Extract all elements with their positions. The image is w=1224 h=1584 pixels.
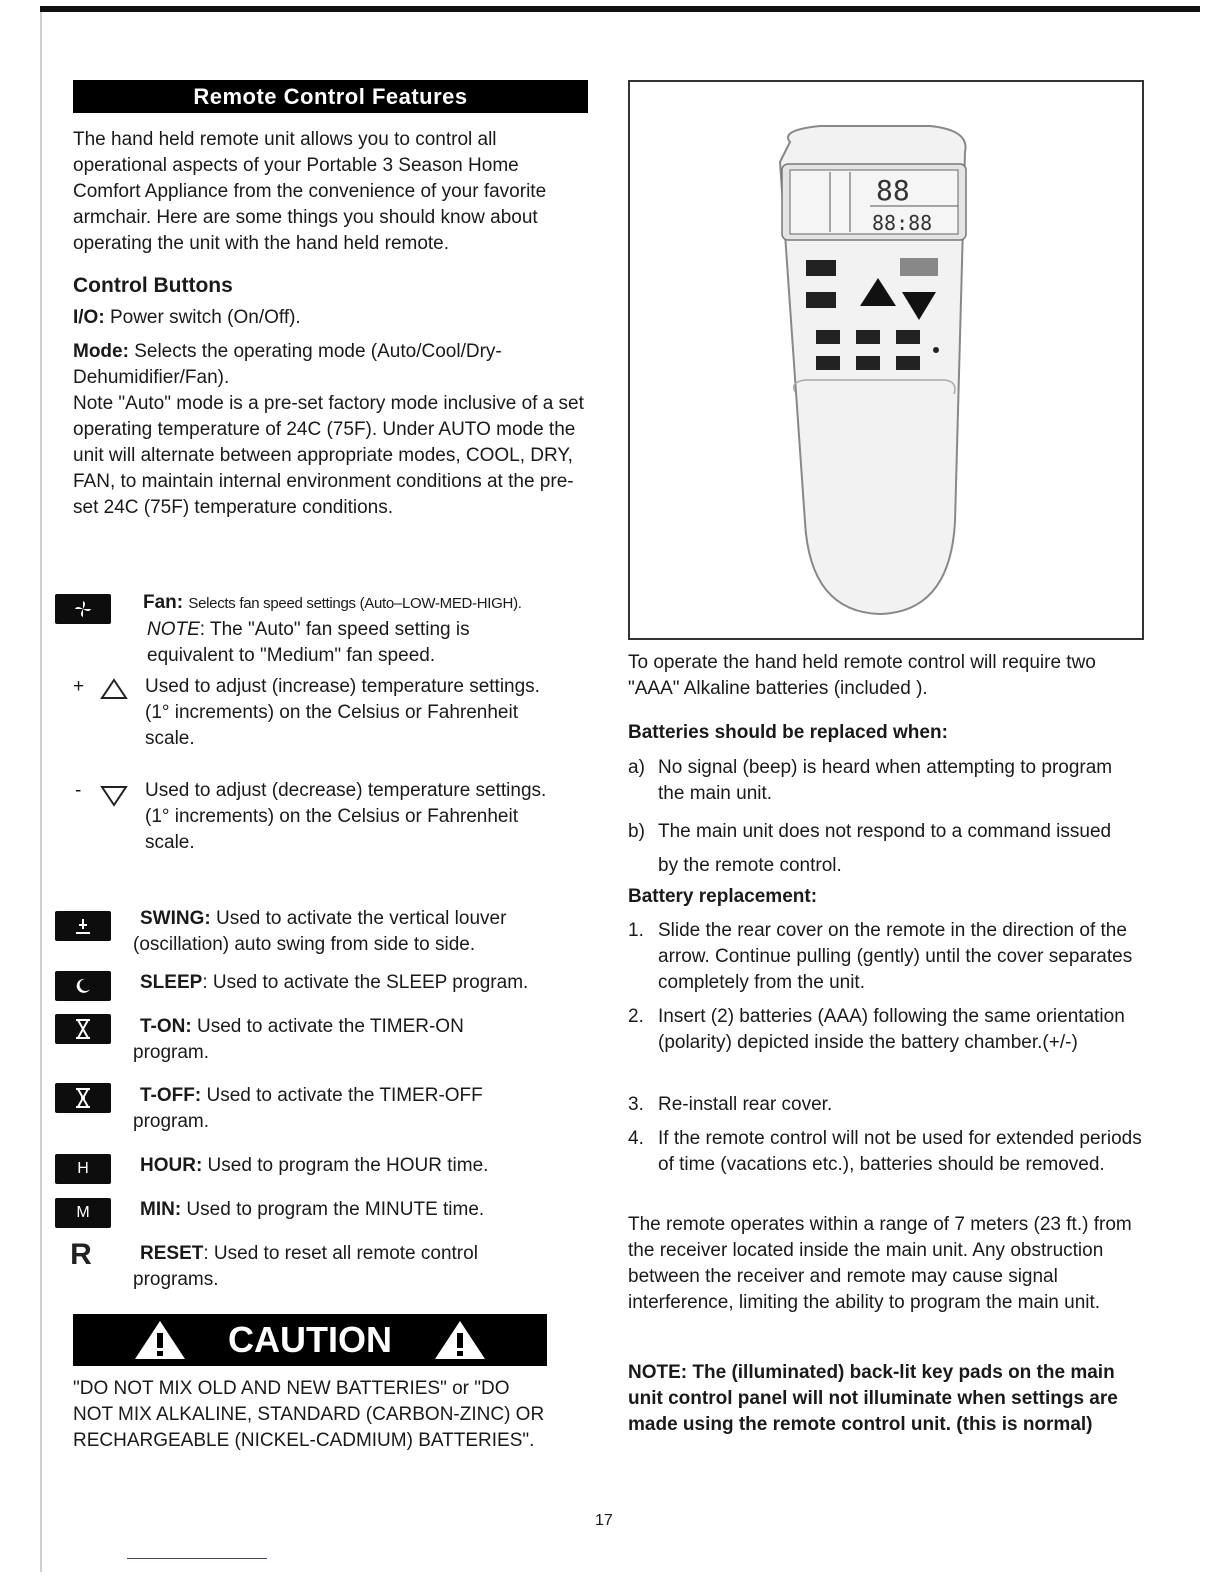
fan-note-label: NOTE <box>147 619 200 640</box>
sleep-description <box>140 970 600 996</box>
replace-item-a <box>628 755 1148 807</box>
minus-sign: - <box>75 780 82 801</box>
step-text: Re-install rear cover. <box>658 1094 833 1115</box>
mode-text: Selects the operating mode (Auto/Cool/Dry-Dehumidifier/Fan). <box>73 341 502 388</box>
minute-description <box>140 1197 560 1223</box>
io-description <box>73 305 588 331</box>
intro-paragraph: The hand held remote unit allows you to control all operational aspects of your Portable 3 Season Home Comfort Appliance from the convenience of your favorite armchair. Here are some things you should know about operating the unit with the hand held remote. <box>73 129 547 254</box>
minus-description: Used to adjust (decrease) temperature settings. (1° increments) on the Celsius or Fahrenheit scale. <box>145 780 547 853</box>
timer-on-label: T-ON: <box>140 1016 192 1037</box>
caution-banner <box>73 1314 547 1366</box>
remote-fan-key <box>806 292 836 308</box>
up-triangle-icon <box>100 678 128 700</box>
minute-key-icon: M <box>55 1198 111 1228</box>
fan-note-text: : The "Auto" fan speed setting is equivalent to "Medium" fan speed. <box>147 619 470 666</box>
timer-off-description <box>133 1083 553 1135</box>
sleep-key-icon <box>55 971 111 1001</box>
io-text: Power switch (On/Off). <box>104 307 301 328</box>
io-label: I/O: <box>73 307 105 328</box>
remote-hour-key <box>856 356 880 370</box>
timer-on-text: Used to activate the TIMER-ON program. <box>133 1016 464 1063</box>
replace-a-marker: a) <box>628 757 645 778</box>
replace-heading: Batteries should be replaced when: <box>628 722 948 743</box>
hour-text: Used to program the HOUR time. <box>202 1155 489 1176</box>
step-1 <box>628 918 1148 996</box>
fan-description <box>143 590 603 617</box>
remote-t-on-key <box>896 330 920 344</box>
step-number: 1. <box>628 920 644 941</box>
fan-label: Fan: <box>143 592 184 613</box>
step-number: 2. <box>628 1006 644 1027</box>
footer-underline <box>127 1558 267 1559</box>
replace-a-text: No signal (beep) is heard when attempting to program the main unit. <box>658 757 1113 804</box>
step-number: 4. <box>628 1128 644 1149</box>
remote-power-key <box>900 258 938 276</box>
replace-b-marker: b) <box>628 821 645 842</box>
minute-text: Used to program the MINUTE time. <box>181 1199 485 1220</box>
note-paragraph: NOTE: The (illuminated) back-lit key pads on the main unit control panel will not illuminate when settings are made using the remote control unit. (this is normal) <box>628 1362 1118 1435</box>
swing-description <box>133 906 573 958</box>
mode-label: Mode: <box>73 341 129 362</box>
replace-item-b <box>628 815 1148 883</box>
timer-on-key-icon <box>55 1014 111 1044</box>
step-text: If the remote control will not be used for extended periods of time (vacations etc.), batteries should be removed. <box>658 1128 1142 1175</box>
batteries-intro: To operate the hand held remote control will require two "AAA" Alkaline batteries (included ). <box>628 652 1096 699</box>
plus-description: Used to adjust (increase) temperature settings. (1° increments) on the Celsius or Fahrenheit scale. <box>145 676 540 749</box>
left-margin-line <box>40 12 42 1572</box>
caution-title: CAUTION <box>228 1319 392 1360</box>
timer-on-description <box>133 1014 533 1066</box>
timer-off-text: Used to activate the TIMER-OFF program. <box>133 1085 483 1132</box>
reset-description <box>133 1241 553 1293</box>
hour-label: HOUR: <box>140 1155 203 1176</box>
swing-label: SWING: <box>140 908 211 929</box>
remote-sleep-key <box>856 330 880 344</box>
step-2 <box>628 1004 1148 1056</box>
fan-key-icon <box>55 594 111 624</box>
remote-control-illustration <box>630 82 1142 638</box>
step-number: 3. <box>628 1094 644 1115</box>
reset-text: : Used to reset all remote control programs. <box>133 1243 478 1290</box>
hour-description <box>140 1153 560 1179</box>
warning-triangle-icon <box>432 1318 488 1362</box>
control-buttons-heading: Control Buttons <box>73 274 233 297</box>
minute-label: MIN: <box>140 1199 182 1220</box>
mode-note: Note "Auto" mode is a pre-set factory mode inclusive of a set operating temperature of 24C (75F). Under AUTO mode the unit will alternate between appropriate modes, COOL, DRY, FAN, to maintain internal environment conditions at the pre-set 24C (75F) temperature conditions. <box>73 393 584 518</box>
down-triangle-icon <box>100 785 128 807</box>
step-3 <box>628 1092 1148 1118</box>
hour-key-icon: H <box>55 1154 111 1184</box>
remote-t-off-key <box>816 356 840 370</box>
section-banner: Remote Control Features <box>73 80 588 113</box>
replace-b-text: The main unit does not respond to a command issued by the remote control. <box>658 821 1112 876</box>
swing-text: Used to activate the vertical louver (oscillation) auto swing from side to side. <box>133 908 507 955</box>
left-column <box>73 80 588 521</box>
page-number: 17 <box>595 1512 613 1529</box>
display-time: 88:88 <box>872 211 933 235</box>
remote-min-key <box>896 356 920 370</box>
reset-label: RESET <box>140 1243 204 1264</box>
fan-note <box>147 617 547 669</box>
remote-reset-key <box>933 347 939 353</box>
mode-description <box>73 339 588 391</box>
caution-text: "DO NOT MIX OLD AND NEW BATTERIES" or "DO NOT MIX ALKALINE, STANDARD (CARBON-ZINC) OR RECHARGEABLE (NICKEL-CADMIUM) BATTERIES". <box>73 1378 545 1451</box>
timer-off-label: T-OFF: <box>140 1085 202 1106</box>
range-paragraph: The remote operates within a range of 7 meters (23 ft.) from the receiver located inside the main unit. Any obstruction between the receiver and remote may cause signal interference, limiting the ability to program the main unit. <box>628 1214 1132 1313</box>
plus-sign: + <box>73 676 85 697</box>
remote-mode-key <box>806 260 836 276</box>
top-rule <box>40 6 1200 12</box>
step-text: Insert (2) batteries (AAA) following the same orientation (polarity) depicted inside the battery chamber.(+/-) <box>658 1006 1125 1053</box>
sleep-label: SLEEP <box>140 972 203 993</box>
step-text: Slide the rear cover on the remote in the direction of the arrow. Continue pulling (gently) until the cover separates completely from the unit. <box>658 920 1133 993</box>
replacement-heading: Battery replacement: <box>628 886 818 907</box>
timer-off-key-icon <box>55 1083 111 1113</box>
remote-swing-key <box>816 330 840 344</box>
remote-illustration-frame <box>628 80 1144 640</box>
sleep-text: : Used to activate the SLEEP program. <box>202 972 529 993</box>
step-4 <box>628 1126 1148 1178</box>
display-temperature: 88 <box>876 174 910 207</box>
warning-triangle-icon <box>132 1318 188 1362</box>
swing-key-icon <box>55 911 111 941</box>
fan-text: Selects fan speed settings (Auto–LOW-MED-HIGH). <box>188 595 522 612</box>
reset-key-icon: R <box>70 1238 92 1271</box>
